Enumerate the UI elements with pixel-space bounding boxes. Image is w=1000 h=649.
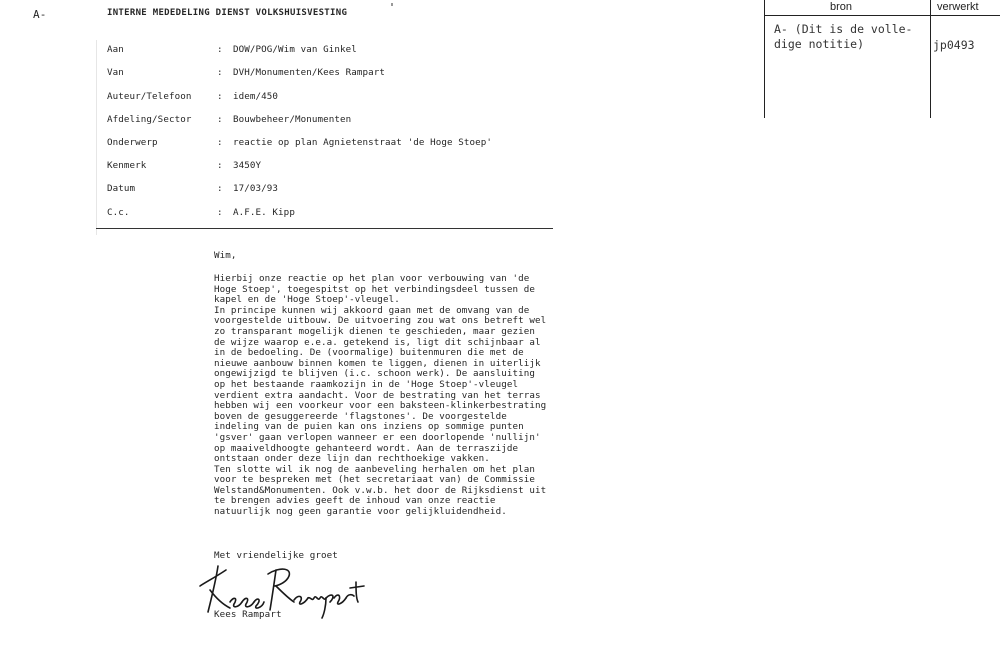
bron-line: A- (Dit is de volle- <box>774 22 913 36</box>
field-colon: : <box>217 91 223 102</box>
body-line: op het bestaande raamkozijn in de 'Hoge Stoep'-vleugel <box>214 378 519 390</box>
field-label: Van <box>107 67 124 78</box>
field-colon: : <box>217 44 223 55</box>
body-line: Welstand&Monumenten. Ook v.w.b. het door de Rijksdienst uit <box>214 484 547 496</box>
body-line: zo transparant mogelijk dienen te geschieden, maar gezien <box>214 325 535 337</box>
tracking-box <box>764 0 1000 118</box>
scan-speck <box>391 3 393 6</box>
letter-closing: Met vriendelijke groet <box>214 550 338 561</box>
field-colon: : <box>217 207 223 218</box>
body-line: Hoge Stoep', toegespitst op het verbindingsdeel tussen de <box>214 283 535 295</box>
field-value: A.F.E. Kipp <box>233 207 295 218</box>
field-label: Aan <box>107 44 124 55</box>
field-colon: : <box>217 183 223 194</box>
field-label: Onderwerp <box>107 137 158 148</box>
body-line: verdient extra aandacht. Voor de bestrating van het terras <box>214 389 541 401</box>
body-line: op maaiveldhoogte gehanteerd wordt. Aan de terraszijde <box>214 442 519 454</box>
field-label: Kenmerk <box>107 160 147 171</box>
body-line: voor te bespreken met (het secretariaat van) de Commissie <box>214 474 535 486</box>
tracking-box-border <box>764 0 765 118</box>
body-line: boven de gesuggereerde 'flagstones'. De voorgestelde <box>214 410 507 422</box>
tracking-box-header-rule <box>764 15 1000 16</box>
body-line: te brengen advies geeft de inhoud van onze reactie <box>214 495 496 507</box>
field-value: DVH/Monumenten/Kees Rampart <box>233 67 386 78</box>
tracking-header-bron: bron <box>830 1 853 13</box>
body-line: nieuwe aanbouw binnen komen te liggen, dienen in uiterlijk <box>214 357 541 369</box>
body-line: In principe kunnen wij akkoord gaan met de omvang van de <box>214 304 530 316</box>
tracking-verwerkt-value: jp0493 <box>933 38 975 52</box>
field-colon: : <box>217 137 223 148</box>
header-divider <box>96 228 553 229</box>
body-line: in de bedoeling. De (voormalige) buitenmuren die met de <box>214 347 524 359</box>
field-value: 17/03/93 <box>233 183 279 194</box>
body-line: kapel en de 'Hoge Stoep'-vleugel. <box>214 294 400 306</box>
field-value: 3450Y <box>233 160 262 171</box>
tracking-header-verwerkt: verwerkt <box>937 1 979 13</box>
body-line: hebben wij een voorkeur voor een baksteen-klinkerbestrating <box>214 400 547 412</box>
page-edge-line <box>96 40 97 235</box>
body-line: 'gsver' gaan verlopen wanneer er een doorlopende 'nullijn' <box>214 431 541 443</box>
field-label: Datum <box>107 183 136 194</box>
body-line: de wijze waarop e.e.a. getekend is, ligt dit schijnbaar al <box>214 336 541 348</box>
body-line: Ten slotte wil ik nog de aanbeveling herhalen om het plan <box>214 463 535 475</box>
field-label: C.c. <box>107 207 130 218</box>
letter-body <box>214 274 559 518</box>
letter-greeting: Wim, <box>214 250 237 261</box>
field-colon: : <box>217 160 223 171</box>
body-line: voorgestelde uitbouw. De uitvoering zou wat ons betreft wel <box>214 315 547 327</box>
body-line: Hierbij onze reactie op het plan voor verbouwing van 'de <box>214 273 530 284</box>
field-colon: : <box>217 67 223 78</box>
bron-line: dige notitie) <box>774 37 865 51</box>
field-value: DOW/POG/Wim van Ginkel <box>233 44 357 55</box>
field-label: Afdeling/Sector <box>107 114 192 125</box>
body-line: indeling van de puien kan ons inziens op sommige punten <box>214 421 524 433</box>
margin-marker: A- <box>33 8 47 21</box>
tracking-bron-value <box>774 22 912 52</box>
signature-printed-name: Kees Rampart <box>214 609 282 620</box>
body-line: ontstaan onder deze lijn dan rechthoekige vakken. <box>214 453 490 465</box>
body-line: natuurlijk nog geen garantie voor gelijkluidendheid. <box>214 506 507 518</box>
field-value: Bouwbeheer/Monumenten <box>233 114 352 125</box>
field-value: idem/450 <box>233 91 279 102</box>
tracking-box-divider <box>930 0 931 118</box>
field-value: reactie op plan Agnietenstraat 'de Hoge Stoep' <box>233 137 493 148</box>
memo-title: INTERNE MEDEDELING DIENST VOLKSHUISVESTING <box>107 8 348 18</box>
field-label: Auteur/Telefoon <box>107 91 192 102</box>
field-colon: : <box>217 114 223 125</box>
body-line: ongewijzigd te blijven (i.c. schoon werk). De aansluiting <box>214 368 535 380</box>
